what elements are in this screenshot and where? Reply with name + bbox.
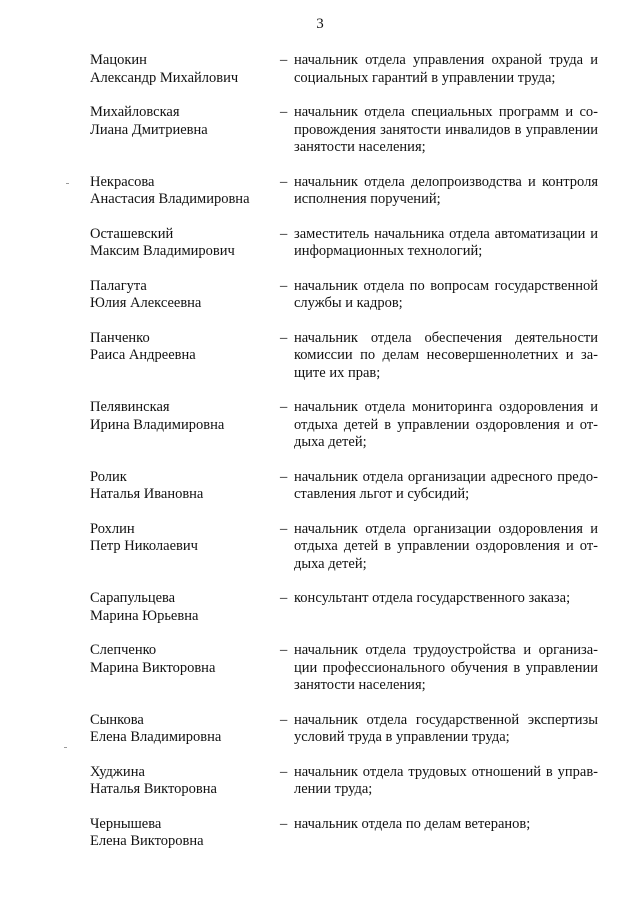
given-names: Лиана Дмитриевна <box>90 121 208 138</box>
surname: Некрасова <box>90 173 155 190</box>
dash-separator: – <box>280 642 288 658</box>
position-line: начальник отдела по делам ветеранов; <box>294 815 531 832</box>
person-name <box>90 764 280 799</box>
position-line: начальник отдела мониторинга оздоровления и <box>294 399 598 415</box>
given-names: Марина Юрьевна <box>90 607 199 624</box>
given-names: Елена Викторовна <box>90 833 204 849</box>
surname: Сарапульцева <box>90 590 176 606</box>
person-name <box>90 226 280 261</box>
dash-separator: – <box>280 520 288 537</box>
given-names: Максим Владимирович <box>90 243 235 259</box>
position-line: дыха детей; <box>294 434 367 450</box>
given-names: Раиса Андреевна <box>90 347 196 363</box>
dash-separator: – <box>280 329 288 346</box>
dash-separator: – <box>280 711 288 728</box>
scan-speck <box>66 183 69 184</box>
dash-separator: – <box>280 815 288 832</box>
position-line: начальник отдела трудоустройства и организа- <box>294 642 598 658</box>
person-name <box>90 104 280 157</box>
dash-separator: – <box>280 763 288 780</box>
dash-separator: – <box>280 104 288 120</box>
person-name <box>90 642 280 695</box>
position-line: заместитель начальника отдела автоматизации и <box>294 225 598 242</box>
dash-separator: – <box>280 590 288 606</box>
surname: Мацокин <box>90 52 147 68</box>
dash-separator: – <box>280 277 288 294</box>
surname: Осташевский <box>90 225 174 242</box>
position-line: начальник отдела государственной экспертизы <box>294 711 598 728</box>
list-item <box>90 399 620 452</box>
person-name <box>90 174 280 209</box>
position-title <box>294 469 598 504</box>
surname: Рохлин <box>90 520 135 537</box>
surname: Панченко <box>90 329 150 346</box>
position-line: начальник отдела организации адресного предо- <box>294 468 598 485</box>
list-item <box>90 764 620 799</box>
given-names: Александр Михайлович <box>90 69 239 86</box>
dash-separator: – <box>280 173 288 190</box>
position-line: начальник отдела управления охраной труда и <box>294 52 598 68</box>
position-title <box>294 712 598 747</box>
list-item <box>90 712 620 747</box>
list-item <box>90 278 620 313</box>
position-title <box>294 642 598 695</box>
given-names: Петр Николаевич <box>90 538 198 554</box>
list-item <box>90 590 620 625</box>
position-line: ставления льгот и субсидий; <box>294 486 470 502</box>
person-name <box>90 590 280 625</box>
dash-separator: – <box>280 52 288 68</box>
position-line: лении труда; <box>294 781 373 797</box>
position-line: занятости населения; <box>294 677 426 693</box>
position-line: начальник отдела организации оздоровления и <box>294 520 598 537</box>
position-line: службы и кадров; <box>294 295 403 311</box>
list-item <box>90 174 620 209</box>
position-line: социальных гарантий в управлении труда; <box>294 69 556 86</box>
position-title <box>294 330 598 383</box>
person-name <box>90 521 280 574</box>
position-line: провождения занятости инвалидов в управлении <box>294 121 598 138</box>
surname: Сынкова <box>90 711 144 728</box>
given-names: Елена Владимировна <box>90 729 222 745</box>
position-line: щите их прав; <box>294 364 381 381</box>
position-title <box>294 590 598 625</box>
list-item <box>90 521 620 574</box>
surname: Слепченко <box>90 642 157 658</box>
given-names: Юлия Алексеевна <box>90 295 202 311</box>
list-item <box>90 469 620 504</box>
position-line: комиссии по делам несовершеннолетних и за- <box>294 347 598 363</box>
list-item <box>90 52 620 87</box>
surname: Ролик <box>90 468 127 485</box>
position-title <box>294 278 598 313</box>
position-line: начальник отдела обеспечения деятельности <box>294 329 598 346</box>
person-name <box>90 816 280 851</box>
position-line: консультант отдела государственного заказа; <box>294 590 571 606</box>
person-name <box>90 278 280 313</box>
position-title <box>294 226 598 261</box>
person-name <box>90 52 280 87</box>
position-line: начальник отдела трудовых отношений в управ- <box>294 763 598 780</box>
position-title <box>294 52 598 87</box>
given-names: Ирина Владимировна <box>90 416 225 433</box>
position-line: начальник отдела специальных программ и со- <box>294 104 598 120</box>
surname: Чернышева <box>90 815 162 832</box>
given-names: Наталья Ивановна <box>90 486 204 502</box>
given-names: Анастасия Владимировна <box>90 191 250 207</box>
position-title <box>294 174 598 209</box>
scan-speck <box>64 747 67 748</box>
position-title <box>294 521 598 574</box>
position-line: отдыха детей в управлении оздоровления и от- <box>294 538 598 554</box>
position-title <box>294 104 598 157</box>
position-line: исполнения поручений; <box>294 191 441 207</box>
position-line: начальник отдела делопроизводства и контроля <box>294 173 598 190</box>
appointee-list <box>90 52 620 868</box>
given-names: Наталья Викторовна <box>90 781 217 797</box>
surname: Палагута <box>90 277 147 294</box>
person-name <box>90 712 280 747</box>
person-name <box>90 399 280 452</box>
position-title <box>294 816 598 851</box>
position-line: ции профессионального обучения в управлении <box>294 659 598 676</box>
dash-separator: – <box>280 225 288 242</box>
dash-separator: – <box>280 399 288 415</box>
position-line: занятости населения; <box>294 139 426 155</box>
person-name <box>90 330 280 383</box>
surname: Пелявинская <box>90 399 170 415</box>
position-title <box>294 764 598 799</box>
position-line: дыха детей; <box>294 555 367 572</box>
list-item <box>90 226 620 261</box>
list-item <box>90 104 620 157</box>
surname: Михайловская <box>90 104 180 120</box>
position-line: отдыха детей в управлении оздоровления и от- <box>294 416 598 433</box>
person-name <box>90 469 280 504</box>
list-item <box>90 330 620 383</box>
surname: Худжина <box>90 763 145 780</box>
position-line: условий труда в управлении труда; <box>294 729 510 745</box>
given-names: Марина Викторовна <box>90 659 216 676</box>
position-title <box>294 399 598 452</box>
position-line: начальник отдела по вопросам государственной <box>294 277 598 294</box>
list-item <box>90 816 620 851</box>
list-item <box>90 642 620 695</box>
page-number: 3 <box>316 16 324 32</box>
position-line: информационных технологий; <box>294 243 483 259</box>
dash-separator: – <box>280 468 288 485</box>
